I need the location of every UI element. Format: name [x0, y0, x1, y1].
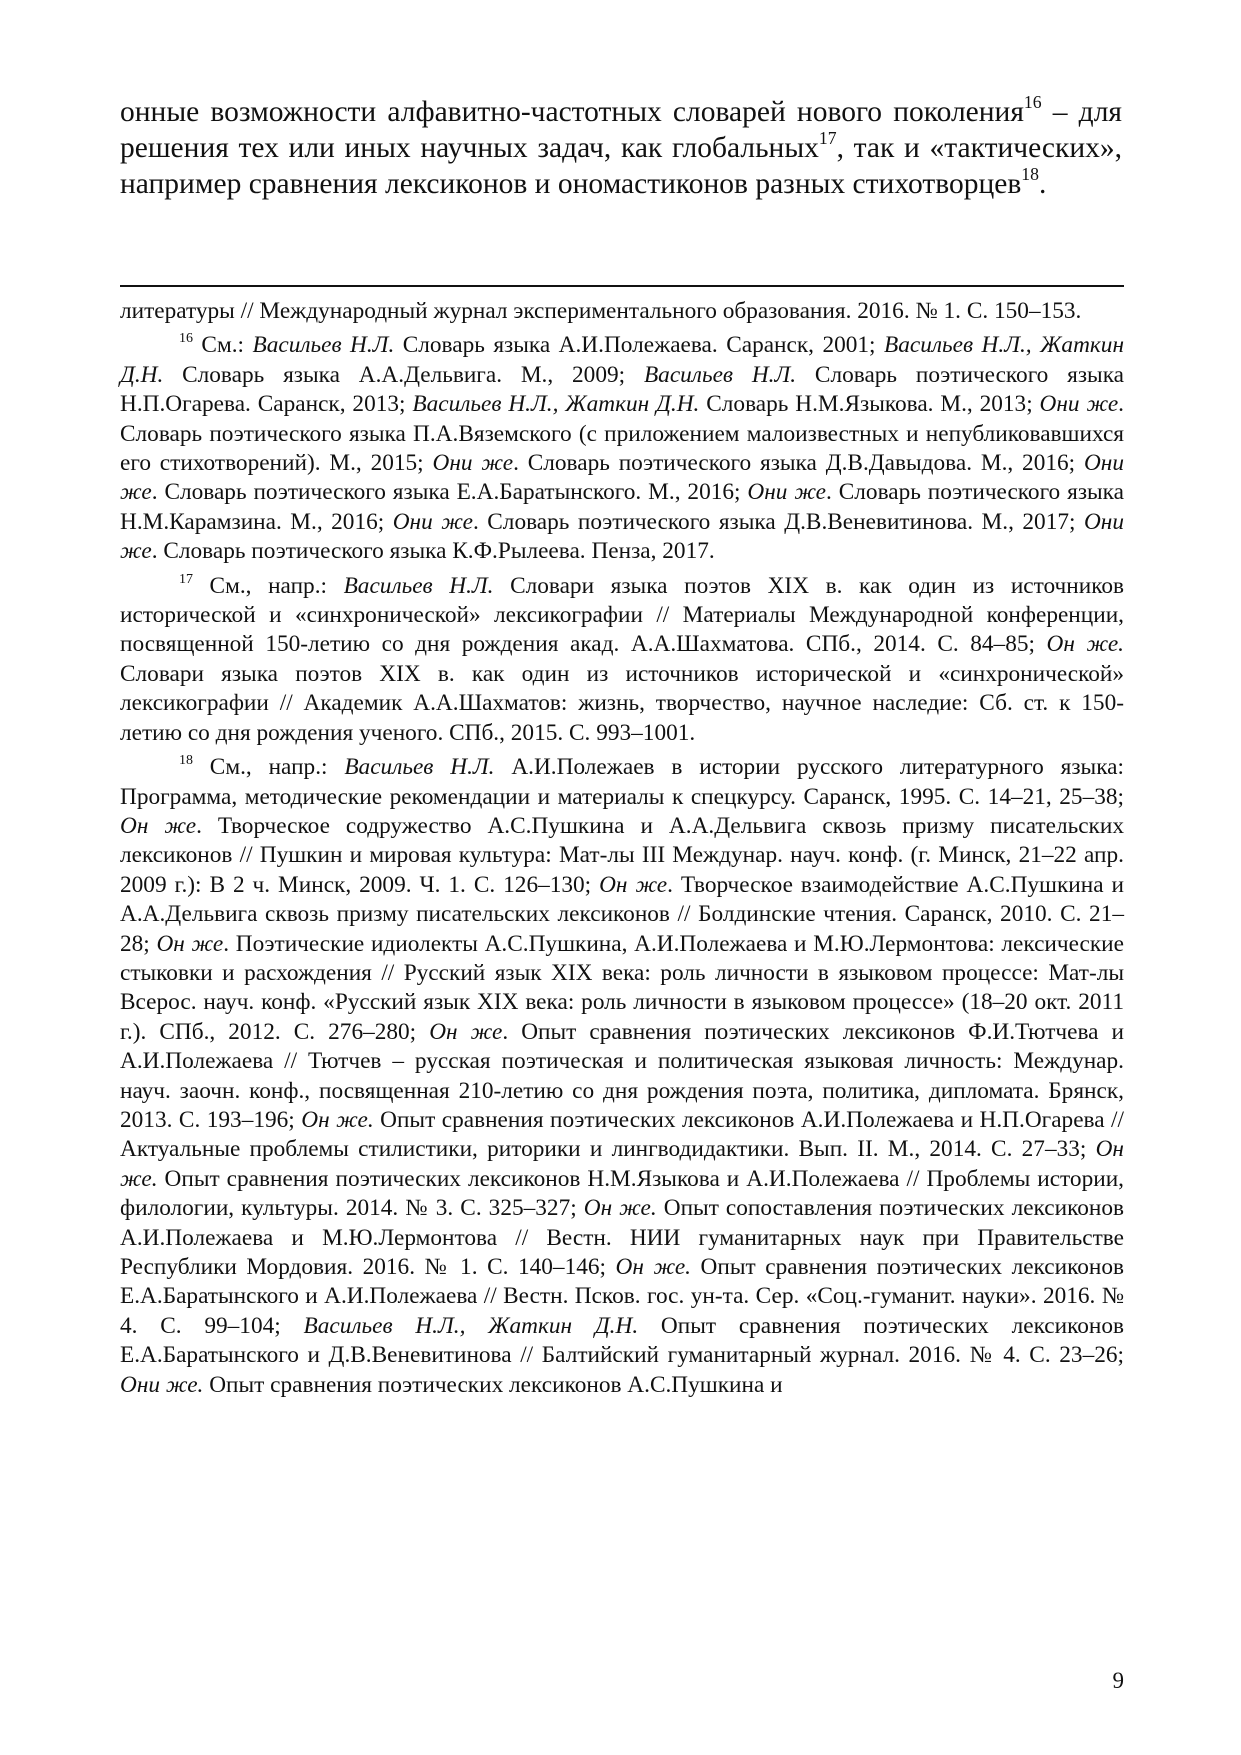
footnote-ref-18: 18 — [1021, 164, 1039, 185]
main-text-segment: , так и «тактических», например сравнения лексиконов и ономастиконов разных стихотворцев — [120, 132, 1122, 200]
footnote-number: 18 — [179, 752, 193, 768]
footnote-separator — [120, 285, 1124, 287]
page-number: 9 — [1112, 1668, 1124, 1693]
footnote-18: $^{18}$ См., напр.: Васильев Н.Л. А.И.Полежаев в истории русского литературного языка: Программа, методические рекомендации и материалы к спецкурсу. Саранск, 1995. С. 14–21, 25–38; Он же. Творческое содружество А.С.Пушкина и А.А.Дельвига сквозь призму писательских лексиконов // Пушкин и мировая культура: Мат-лы III Междунар. науч. конф. (г. Минск, 21–22 апр. 2009 г.): В 2 ч. Минск, 2009. Ч. 1. С. 126–130; Он же. Творческое взаимодействие А.С.Пушкина и А.А.Дельвига сквозь призму писательских лексиконов // Болдинские чтения. Саранск, 2010. С. 21–28; Он же. Поэтические идиолекты А.С.Пушкина, А.И.Полежаева и М.Ю.Лермонтова: лексические стыковки и расхождения // Русский язык XIX века: роль личности в языковом процессе: Мат-лы Всерос. науч. конф. «Русский язык XIX века: роль личности в языковом процессе» (18–20 окт. 2011 г.). СПб., 2012. С. 276–280; Он же. Опыт сравнения поэтических лексиконов Ф.И.Тютчева и А.И.Полежаева // Тютчев – русская поэтическая и политическая языковая личность: Междунар. науч. заочн. конф., посвященная 210-летию со дня рождения поэта, политика, дипломата. Брянск, 2013. С. 193–196; Он же. Опыт сравнения поэтических лексиконов А.И.Полежаева и Н.П.Огарева // Актуальные проблемы стилистики, риторики и лингводидактики. Вып. II. М., 2014. С. 27–33; Он же. Опыт сравнения поэтических лексиконов Н.М.Языкова и А.И.Полежаева // Проблемы истории, филологии, культуры. 2014. № 3. С. 325–327; Он же. Опыт сопоставления поэтических лексиконов А.И.Полежаева и М.Ю.Лермонтова // Вестн. НИИ гуманитарных наук при Правительстве Республики Мордовия. 2016. № 1. С. 140–146; Он же. Опыт сравнения поэтических лексиконов Е.А.Баратынского и А.И.Полежаева // Вестн. Псков. гос. ун-та. Сер. «Соц.-гуманит. науки». 2016. № 4. С. 99–104; Васильев Н.Л., Жаткин Д.Н. Опыт сравнения поэтических лексиконов Е.А.Баратынского и Д.В.Веневитинова // Балтийский гуманитарный журнал. 2016. № 4. С. 23–26; Они же. Опыт сравнения поэтических лексиконов А.С.Пушкина и — [120, 752, 1125, 1398]
footnote-continuation — [120, 297, 1124, 326]
main-text-segment: – для решения тех или иных научных задач, как глобальных — [120, 96, 1122, 164]
footnote-16: $^{16}$ См.: Васильев Н.Л. Словарь языка А.И.Полежаева. Саранск, 2001; Васильев Н.Л., Жаткин Д.Н. Словарь языка А.А.Дельвига. М., 2009; Васильев Н.Л. Словарь поэтического языка Н.П.Огарева. Саранск, 2013; Васильев Н.Л., Жаткин Д.Н. Словарь Н.М.Языкова. М., 2013; Они же. Словарь поэтического языка П.А.Вяземского (с приложением малоизвестных и непубликовавшихся его стихотворений). М., 2015; Они же. Словарь поэтического языка Д.В.Давыдова. М., 2016; Они же. Словарь поэтического языка Е.А.Баратынского. М., 2016; Они же. Словарь поэтического языка Н.М.Карамзина. М., 2016; Они же. Словарь поэтического языка Д.В.Веневитинова. М., 2017; Они же. Словарь поэтического языка К.Ф.Рылеева. Пенза, 2017. — [120, 331, 1125, 565]
footnote-number: 17 — [179, 571, 193, 587]
footnote-number: 16 — [179, 331, 193, 347]
footnote-text: литературы // Международный журнал экспериментального образования. 2016. № 1. С. 150–153. — [120, 298, 1082, 324]
main-paragraph — [120, 94, 1122, 202]
footnotes-section — [120, 297, 1124, 1405]
footnote-17: $^{17}$ См., напр.: Васильев Н.Л. Словари языка поэтов XIX в. как один из источников исторической и «синхронической» лексикографии // Материалы Международной конференции, посвященной 150-летию со дня рождения акад. А.А.Шахматова. СПб., 2014. С. 84–85; Он же. Словари языка поэтов XIX в. как один из источников исторической и «синхронической» лексикографии // Академик А.А.Шахматов: жизнь, творчество, научное наследие: Сб. ст. к 150-летию со дня рождения ученого. СПб., 2015. С. 993–1001. — [120, 571, 1125, 746]
main-text-segment: . — [1038, 168, 1047, 200]
footnote-ref-17: 17 — [818, 128, 837, 149]
footnote-ref-16: 16 — [1023, 92, 1042, 113]
main-text-segment: онные возможности алфавитно-частотных словарей нового поколения — [120, 96, 1024, 128]
